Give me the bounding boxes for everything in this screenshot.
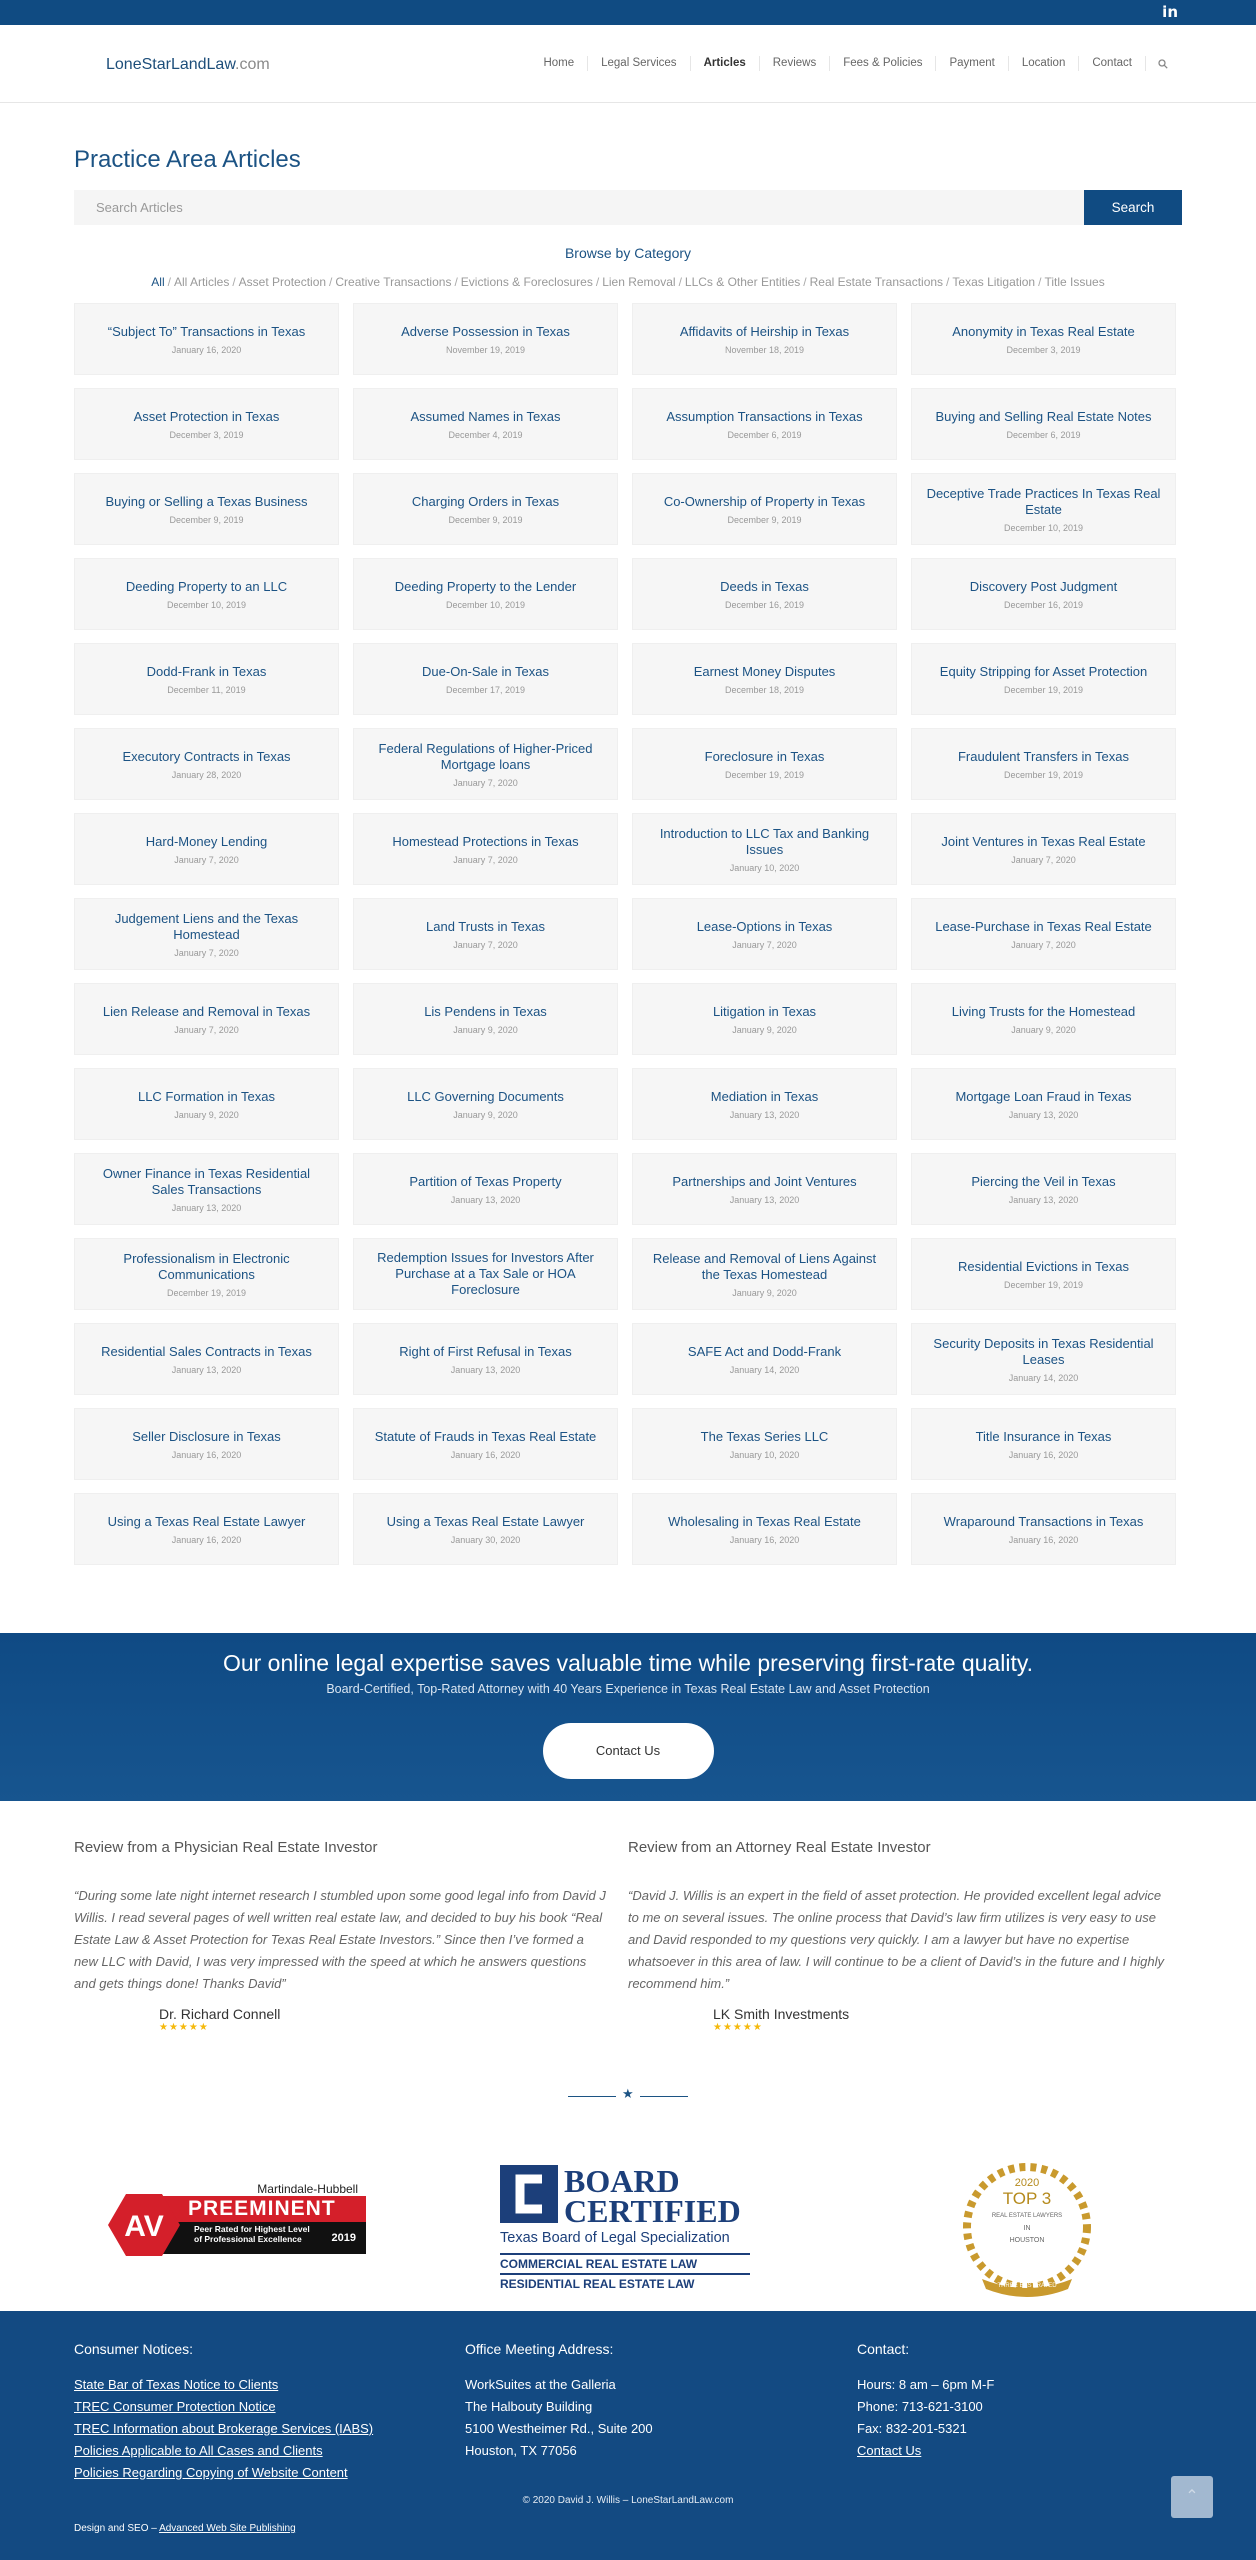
address-line: WorkSuites at the Galleria — [465, 2377, 616, 2392]
footer-notice-link[interactable]: State Bar of Texas Notice to Clients — [74, 2377, 279, 2392]
article-date: January 13, 2020 — [1008, 1109, 1079, 1120]
category-separator: / — [167, 275, 171, 289]
reviewer-name: LK Smith Investments — [713, 2006, 850, 2022]
article-date: January 9, 2020 — [453, 1024, 518, 1035]
banner-subheading: Board-Certified, Top-Rated Attorney with 40 Years Experience in Texas Real Estate Law and Asset Protection — [326, 1682, 930, 1696]
article-date: December 19, 2019 — [1003, 684, 1084, 695]
article-card[interactable] — [353, 1323, 618, 1395]
article-date: December 10, 2019 — [1003, 522, 1084, 533]
badge-text: 2020 — [1014, 2177, 1040, 2189]
article-date: January 10, 2020 — [729, 1449, 800, 1460]
article-date: January 9, 2020 — [1011, 1024, 1076, 1035]
article-date: January 7, 2020 — [453, 854, 518, 865]
article-date: January 13, 2020 — [729, 1194, 800, 1205]
nav-item-contact[interactable]: Contact — [1078, 56, 1145, 71]
svg-text:AV: AV — [124, 2210, 164, 2243]
category-separator: / — [678, 275, 682, 289]
article-title: Residential Sales Contracts in Texas — [101, 1343, 312, 1359]
article-date: December 17, 2019 — [445, 684, 526, 695]
articles-grid — [74, 303, 1182, 1565]
article-title: Introduction to LLC Tax and Banking Issues — [659, 825, 870, 857]
article-date: December 9, 2019 — [448, 514, 523, 525]
article-card[interactable] — [353, 473, 618, 545]
article-date: January 16, 2020 — [171, 1534, 242, 1545]
site-footer — [0, 2311, 1256, 2560]
article-date: December 10, 2019 — [445, 599, 526, 610]
article-title: Wholesaling in Texas Real Estate — [668, 1513, 861, 1529]
article-title: Homestead Protections in Texas — [392, 833, 579, 849]
article-title: Fraudulent Transfers in Texas — [957, 748, 1129, 764]
article-date: January 7, 2020 — [453, 777, 518, 788]
article-card[interactable] — [353, 1068, 618, 1140]
article-card[interactable] — [911, 1153, 1176, 1225]
article-card[interactable] — [911, 898, 1176, 970]
article-card[interactable] — [911, 303, 1176, 375]
article-card[interactable] — [353, 1153, 618, 1225]
site-header — [0, 25, 1256, 103]
badge-text: COMMERCIAL REAL ESTATE LAW — [500, 2253, 750, 2271]
article-title: Adverse Possession in Texas — [401, 323, 570, 339]
article-title: Partnerships and Joint Ventures — [672, 1173, 857, 1189]
article-card[interactable] — [74, 1408, 339, 1480]
category-separator: / — [329, 275, 333, 289]
article-date: December 4, 2019 — [448, 429, 523, 440]
top-bar — [0, 0, 1256, 25]
article-card[interactable] — [632, 1408, 897, 1480]
nav-item-articles[interactable]: Articles — [690, 56, 759, 71]
nav-item-payment[interactable]: Payment — [935, 56, 1007, 71]
article-title: Judgement Liens and the Texas Homestead — [114, 910, 299, 942]
article-date: December 16, 2019 — [1003, 599, 1084, 610]
badge-main-text: PREEMINENT — [154, 2196, 366, 2222]
article-date: January 13, 2020 — [171, 1364, 242, 1375]
article-card[interactable] — [74, 643, 339, 715]
article-date: January 10, 2020 — [729, 862, 800, 873]
badge-subtext: Peer Rated for Highest Level of Professional Excellence — [194, 2224, 310, 2244]
article-card[interactable] — [353, 983, 618, 1055]
badge-year: 2019 — [331, 2232, 356, 2244]
badge-text: Martindale-Hubbell — [257, 2182, 358, 2196]
article-card[interactable] — [632, 728, 897, 800]
article-card[interactable] — [632, 558, 897, 630]
article-date: December 6, 2019 — [727, 429, 802, 440]
article-title: LLC Governing Documents — [407, 1088, 564, 1104]
category-filter — [74, 275, 1182, 289]
top3-award-badge — [952, 2157, 1102, 2303]
article-title: Title Insurance in Texas — [975, 1428, 1112, 1444]
article-card[interactable] — [74, 1153, 339, 1225]
cta-banner — [0, 1633, 1256, 1801]
badge-text: HOUSTON — [1009, 2237, 1045, 2244]
browse-title: Browse by Category — [564, 245, 692, 261]
site-credit: Design and SEO – Advanced Web Site Publishing — [74, 2523, 296, 2534]
article-card[interactable] — [353, 388, 618, 460]
article-date: January 28, 2020 — [171, 769, 242, 780]
article-title: “Subject To” Transactions in Texas — [107, 323, 306, 339]
article-card[interactable] — [911, 1068, 1176, 1140]
review-quote: “During some late night internet research I stumbled upon some good legal info from David J Willis. I read several pages of well written real estate law, and decided to buy his book “Real Estate Law & Asset Protection for Texas Real Estate Investors.” Since then I’ve formed a new LLC with David, I was very impressed with the speed at which he answers questions and gets things done! Thanks David” — [74, 1888, 606, 1991]
article-date: December 9, 2019 — [169, 514, 244, 525]
category-separator: / — [232, 275, 236, 289]
article-title: Dodd-Frank in Texas — [146, 663, 267, 679]
article-date: January 16, 2020 — [450, 1449, 521, 1460]
footer-heading: Consumer Notices: — [74, 2341, 194, 2357]
article-title: Mortgage Loan Fraud in Texas — [955, 1088, 1132, 1104]
main-content — [0, 146, 1256, 1565]
article-card[interactable] — [353, 1238, 618, 1310]
article-card[interactable] — [632, 388, 897, 460]
article-date: January 7, 2020 — [1011, 939, 1076, 950]
article-card[interactable] — [353, 898, 618, 970]
article-date: December 19, 2019 — [1003, 1279, 1084, 1290]
article-card[interactable] — [911, 388, 1176, 460]
article-title: Lease-Purchase in Texas Real Estate — [935, 918, 1152, 934]
logo-text: LoneStarLandLaw — [106, 56, 235, 73]
article-card[interactable] — [632, 1068, 897, 1140]
category-link[interactable]: Creative Transactions — [335, 275, 452, 289]
article-card[interactable] — [911, 983, 1176, 1055]
article-card[interactable] — [632, 1238, 897, 1310]
article-title: Litigation in Texas — [712, 1003, 817, 1019]
article-date: December 3, 2019 — [1006, 344, 1081, 355]
footer-heading: Contact: — [857, 2341, 910, 2357]
article-date: December 18, 2019 — [724, 684, 805, 695]
article-card[interactable] — [74, 1493, 339, 1565]
contact-us-button[interactable]: Contact Us — [543, 1723, 714, 1779]
rating-stars: ★★★★★ — [159, 2022, 209, 2033]
article-date: January 9, 2020 — [732, 1024, 797, 1035]
article-date: January 16, 2020 — [1008, 1449, 1079, 1460]
article-card[interactable] — [911, 473, 1176, 545]
article-title: Discovery Post Judgment — [969, 578, 1118, 594]
article-title: Buying and Selling Real Estate Notes — [935, 408, 1152, 424]
category-link[interactable]: Evictions & Foreclosures — [460, 275, 593, 289]
article-title: Partition of Texas Property — [409, 1173, 562, 1189]
article-card[interactable] — [74, 898, 339, 970]
category-link[interactable]: LLCs & Other Entities — [684, 275, 801, 289]
article-date: January 16, 2020 — [171, 1449, 242, 1460]
article-title: Deeding Property to an LLC — [125, 578, 288, 594]
article-date: December 19, 2019 — [1003, 769, 1084, 780]
badge-text: REAL ESTATE LAWYERS — [991, 2213, 1063, 2219]
article-title: Hard-Money Lending — [145, 833, 268, 849]
main-nav — [530, 56, 1168, 71]
article-title: Wraparound Transactions in Texas — [943, 1513, 1144, 1529]
article-date: December 16, 2019 — [724, 599, 805, 610]
article-title: Release and Removal of Liens Against the Texas Homestead — [652, 1250, 877, 1282]
article-title: Equity Stripping for Asset Protection — [939, 663, 1148, 679]
badge-text: RESIDENTIAL REAL ESTATE LAW — [500, 2273, 750, 2291]
footer-notice-link[interactable]: TREC Consumer Protection Notice — [74, 2399, 276, 2414]
badge-text: BOARD — [564, 2163, 680, 2199]
contact-line: Phone: 713-621-3100 — [857, 2399, 983, 2414]
board-certified-badge — [500, 2165, 752, 2295]
article-card[interactable] — [74, 813, 339, 885]
badge-text: Texas Board of Legal Specialization — [500, 2230, 730, 2246]
article-date: December 11, 2019 — [167, 684, 246, 695]
article-card[interactable] — [632, 643, 897, 715]
article-title: The Texas Series LLC — [700, 1428, 829, 1444]
article-title: Mediation in Texas — [710, 1088, 819, 1104]
article-date: December 9, 2019 — [727, 514, 802, 525]
article-card[interactable] — [632, 1153, 897, 1225]
article-card[interactable] — [74, 983, 339, 1055]
article-title: LLC Formation in Texas — [137, 1088, 276, 1104]
article-title: Using a Texas Real Estate Lawyer — [107, 1513, 306, 1529]
article-card[interactable] — [632, 1493, 897, 1565]
article-date: January 9, 2020 — [174, 1109, 239, 1120]
article-title: Right of First Refusal in Texas — [399, 1343, 572, 1359]
article-title: Deceptive Trade Practices In Texas Real Estate — [926, 485, 1161, 517]
review-quote: “David J. Willis is an expert in the field of asset protection. He provided excellent legal advice to me on several issues. The online process that David’s law firm utilizes is very easy to use and David responded to my questions very quickly. I am a lawyer but have no expertise whatsoever in this area of law. I will continue to be a client of David’s in the future and I highly recommend him.” — [628, 1888, 1164, 1991]
search-icon[interactable] — [1145, 56, 1168, 71]
article-title: Affidavits of Heirship in Texas — [679, 323, 850, 339]
article-title: Security Deposits in Texas Residential Leases — [933, 1335, 1154, 1367]
article-card[interactable] — [74, 1323, 339, 1395]
article-card[interactable] — [353, 1408, 618, 1480]
category-separator: / — [595, 275, 600, 289]
article-card[interactable] — [353, 813, 618, 885]
article-title: Charging Orders in Texas — [411, 493, 560, 509]
article-title: Seller Disclosure in Texas — [132, 1428, 281, 1444]
review-heading: Review from an Attorney Real Estate Investor — [628, 1839, 931, 1856]
article-title: Due-On-Sale in Texas — [422, 663, 549, 679]
article-date: January 13, 2020 — [729, 1109, 800, 1120]
footer-contact-link[interactable]: Contact Us — [857, 2443, 922, 2458]
badge-text: TOP 3 — [1002, 2189, 1052, 2208]
logo-tld: .com — [235, 56, 270, 73]
badge-text: THREE BEST RATED — [997, 2283, 1057, 2289]
nav-item-reviews[interactable]: Reviews — [759, 56, 829, 71]
article-card[interactable] — [632, 983, 897, 1055]
article-card[interactable] — [911, 643, 1176, 715]
address-line: Houston, TX 77056 — [465, 2443, 577, 2458]
article-title: SAFE Act and Dodd-Frank — [687, 1343, 842, 1359]
article-card[interactable] — [74, 473, 339, 545]
article-date: January 7, 2020 — [1011, 854, 1076, 865]
review-heading: Review from a Physician Real Estate Investor — [74, 1839, 378, 1856]
article-title: Earnest Money Disputes — [693, 663, 836, 679]
article-title: Living Trusts for the Homestead — [951, 1003, 1136, 1019]
article-title: Redemption Issues for Investors After Purchase at a Tax Sale or HOA Foreclosure — [377, 1250, 594, 1297]
article-card[interactable] — [911, 1493, 1176, 1565]
article-date: December 10, 2019 — [166, 599, 247, 610]
footer-notice-link[interactable]: Policies Regarding Copying of Website Content — [74, 2465, 348, 2480]
footer-notice-link[interactable]: Policies Applicable to All Cases and Clients — [74, 2443, 323, 2458]
article-date: January 13, 2020 — [450, 1194, 521, 1205]
search-bar — [74, 190, 1182, 225]
article-title: Anonymity in Texas Real Estate — [952, 323, 1135, 339]
office-address — [465, 2338, 653, 2462]
credit-link[interactable]: Advanced Web Site Publishing — [159, 2523, 296, 2534]
article-card[interactable] — [74, 558, 339, 630]
article-card[interactable] — [632, 813, 897, 885]
search-button[interactable]: Search — [1084, 190, 1182, 225]
footer-heading: Office Meeting Address: — [465, 2341, 614, 2357]
article-date: December 3, 2019 — [169, 429, 244, 440]
article-title: Federal Regulations of Higher-Priced Mortgage loans — [378, 740, 593, 772]
article-card[interactable] — [632, 898, 897, 970]
article-card[interactable] — [353, 643, 618, 715]
article-card[interactable] — [74, 303, 339, 375]
article-title: Land Trusts in Texas — [426, 918, 545, 934]
article-card[interactable] — [353, 1493, 618, 1565]
article-title: Executory Contracts in Texas — [122, 748, 291, 764]
review-2 — [628, 1839, 1168, 2033]
nav-item-legal-services[interactable]: Legal Services — [587, 56, 689, 71]
category-link[interactable]: Real Estate Transactions — [809, 275, 944, 289]
category-link[interactable]: Lien Removal — [602, 275, 676, 289]
badge-banner — [154, 2196, 366, 2254]
article-title: Owner Finance in Texas Residential Sales Transactions — [102, 1165, 311, 1197]
page-title: Practice Area Articles — [74, 146, 301, 173]
review-1 — [74, 1839, 609, 2033]
article-card[interactable] — [911, 813, 1176, 885]
reviewer-name: Dr. Richard Connell — [159, 2006, 281, 2022]
category-separator: / — [1038, 275, 1042, 289]
article-date: January 14, 2020 — [729, 1364, 800, 1375]
article-title: Assumption Transactions in Texas — [666, 408, 863, 424]
av-hexagon-icon — [108, 2192, 180, 2258]
article-date: January 7, 2020 — [453, 939, 518, 950]
article-title: Residential Evictions in Texas — [957, 1258, 1129, 1274]
category-link[interactable]: Title Issues — [1044, 275, 1105, 289]
article-title: Piercing the Veil in Texas — [971, 1173, 1116, 1189]
nav-item-fees-policies[interactable]: Fees & Policies — [829, 56, 935, 71]
article-title: Assumed Names in Texas — [410, 408, 561, 424]
badge-text: CERTIFIED — [564, 2193, 741, 2229]
site-logo[interactable] — [106, 56, 270, 74]
article-date: January 7, 2020 — [732, 939, 797, 950]
article-date: December 19, 2019 — [166, 1287, 247, 1298]
search-input[interactable] — [74, 190, 1084, 225]
article-date: January 13, 2020 — [450, 1364, 521, 1375]
article-date: January 16, 2020 — [171, 344, 242, 355]
tbls-logo-icon — [500, 2165, 558, 2223]
article-date: January 9, 2020 — [732, 1287, 797, 1298]
article-date: January 13, 2020 — [1008, 1194, 1079, 1205]
article-title: Foreclosure in Texas — [704, 748, 825, 764]
av-preeminent-badge — [108, 2182, 366, 2262]
category-link[interactable]: All — [151, 275, 165, 289]
category-separator: / — [454, 275, 458, 289]
article-title: Deeding Property to the Lender — [394, 578, 577, 594]
address-line: The Halbouty Building — [465, 2399, 593, 2414]
article-card[interactable] — [353, 303, 618, 375]
article-card[interactable] — [911, 1408, 1176, 1480]
rating-stars: ★★★★★ — [713, 2022, 763, 2033]
contact-info — [857, 2338, 994, 2462]
article-date: January 13, 2020 — [171, 1202, 242, 1213]
article-title: Lis Pendens in Texas — [424, 1003, 547, 1019]
article-title: Statute of Frauds in Texas Real Estate — [374, 1428, 597, 1444]
article-card[interactable] — [74, 1238, 339, 1310]
article-title: Professionalism in Electronic Communications — [123, 1250, 290, 1282]
article-date: January 14, 2020 — [1008, 1372, 1079, 1383]
nav-item-home[interactable]: Home — [543, 57, 575, 69]
article-date: January 16, 2020 — [729, 1534, 800, 1545]
nav-item-location[interactable]: Location — [1008, 56, 1078, 71]
article-card[interactable] — [74, 728, 339, 800]
article-date: November 18, 2019 — [724, 344, 805, 355]
category-link[interactable]: All Articles — [173, 275, 230, 289]
category-separator: / — [946, 275, 950, 289]
category-separator: / — [803, 275, 807, 289]
category-link[interactable]: Texas Litigation — [952, 275, 1036, 289]
article-title: Using a Texas Real Estate Lawyer — [386, 1513, 585, 1529]
article-title: Lease-Options in Texas — [696, 918, 833, 934]
category-link[interactable]: Asset Protection — [238, 275, 327, 289]
article-card[interactable] — [74, 388, 339, 460]
article-card[interactable] — [911, 1323, 1176, 1395]
article-date: January 7, 2020 — [174, 1024, 239, 1035]
footer-notice-link[interactable]: TREC Information about Brokerage Services (IABS) — [74, 2421, 374, 2436]
article-date: January 9, 2020 — [453, 1109, 518, 1120]
copyright: © 2020 David J. Willis – LoneStarLandLaw.com — [522, 2495, 734, 2506]
credential-badges — [0, 2150, 1256, 2310]
article-card[interactable] — [353, 728, 618, 800]
article-card[interactable] — [911, 558, 1176, 630]
article-title: Asset Protection in Texas — [133, 408, 280, 424]
badge-text: IN — [1023, 2225, 1031, 2232]
article-card[interactable] — [632, 303, 897, 375]
consumer-notices — [74, 2338, 373, 2484]
article-title: Buying or Selling a Texas Business — [105, 493, 308, 509]
article-title: Co-Ownership of Property in Texas — [663, 493, 866, 509]
article-date: January 7, 2020 — [174, 854, 239, 865]
article-date: December 6, 2019 — [1006, 429, 1081, 440]
chevron-up-icon: ⌃ — [1185, 2488, 1199, 2505]
article-date: December 19, 2019 — [724, 769, 805, 780]
contact-line: Hours: 8 am – 6pm M-F — [857, 2377, 995, 2392]
article-card[interactable] — [74, 1068, 339, 1140]
article-title: Deeds in Texas — [720, 578, 809, 594]
banner-heading: Our online legal expertise saves valuable time while preserving first-rate quality. — [222, 1650, 1034, 1676]
article-date: January 7, 2020 — [174, 947, 239, 958]
article-title: Joint Ventures in Texas Real Estate — [941, 833, 1146, 849]
scroll-to-top-button[interactable] — [1171, 2476, 1213, 2518]
article-date: January 16, 2020 — [1008, 1534, 1079, 1545]
contact-line: Fax: 832-201-5321 — [857, 2421, 967, 2436]
article-card[interactable] — [353, 558, 618, 630]
article-title: Lien Release and Removal in Texas — [102, 1003, 311, 1019]
article-card[interactable] — [911, 1238, 1176, 1310]
linkedin-icon[interactable]: in — [1162, 3, 1178, 21]
address-line: 5100 Westheimer Rd., Suite 200 — [465, 2421, 653, 2436]
star-icon: ★ — [622, 2086, 634, 2101]
section-divider — [568, 2086, 688, 2103]
article-card[interactable] — [911, 728, 1176, 800]
article-card[interactable] — [632, 1323, 897, 1395]
article-card[interactable] — [632, 473, 897, 545]
article-date: November 19, 2019 — [445, 344, 526, 355]
article-date: January 30, 2020 — [450, 1534, 521, 1545]
